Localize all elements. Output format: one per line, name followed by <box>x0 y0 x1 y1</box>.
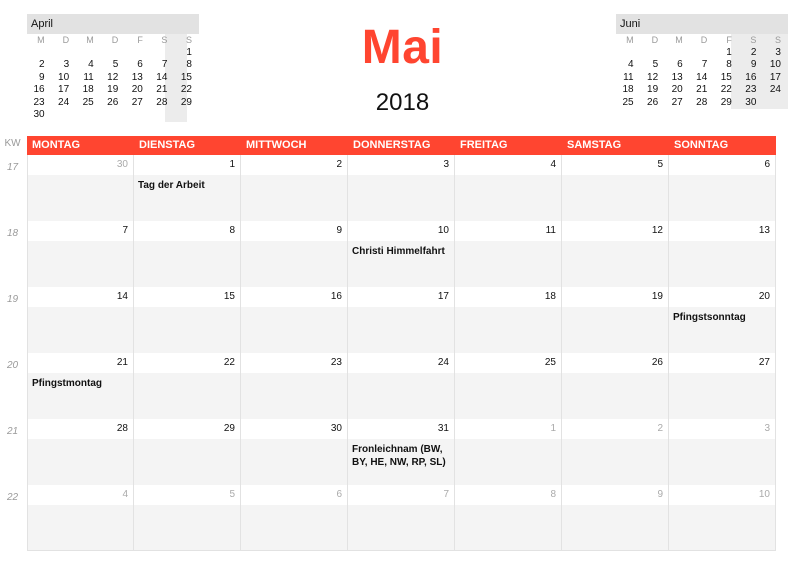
mini-day: 15 <box>180 71 192 83</box>
week-row <box>0 287 800 353</box>
mini-day <box>101 47 126 60</box>
mini-day: 5 <box>652 59 659 70</box>
day-cell-header <box>562 419 668 439</box>
mini-day: 9 <box>39 71 45 83</box>
mini-day: 28 <box>696 96 708 108</box>
day-cell[interactable] <box>134 155 241 221</box>
mini-day: 3 <box>775 46 781 58</box>
day-cell-header <box>455 155 561 175</box>
mini-day: 29 <box>720 96 732 108</box>
year-title: 2018 <box>375 89 430 116</box>
day-cell[interactable] <box>134 419 241 485</box>
mini-day: 4 <box>88 59 94 70</box>
week-number: 18 <box>6 228 19 239</box>
week-number: 22 <box>6 492 19 503</box>
mini-day: 24 <box>58 96 70 108</box>
week-cells <box>27 221 776 287</box>
day-number: 2 <box>657 423 663 434</box>
day-number: 30 <box>116 159 128 170</box>
mini-day: 20 <box>671 84 683 95</box>
day-cell-header <box>455 485 561 505</box>
mini-day: 29 <box>180 96 192 108</box>
mini-day: 28 <box>156 96 168 108</box>
day-cell-body <box>669 439 775 485</box>
day-cell-header <box>562 485 668 505</box>
mini-day: 10 <box>769 59 781 70</box>
day-number: 6 <box>336 489 342 500</box>
day-number: 1 <box>550 423 556 434</box>
mini-day: 22 <box>180 84 192 95</box>
day-number: 6 <box>764 159 770 170</box>
day-cell-body <box>455 439 561 485</box>
mini-day: 17 <box>769 71 781 83</box>
mini-day: 12 <box>647 71 659 83</box>
day-number: 17 <box>437 291 449 302</box>
mini-day <box>76 109 101 122</box>
weekday-header-3: DONNERSTAG <box>353 139 431 151</box>
week-row <box>0 419 800 485</box>
day-cell-header <box>134 485 240 505</box>
mini-weekday-label: D <box>62 35 70 45</box>
day-cell-body <box>562 175 668 221</box>
day-number: 8 <box>550 489 556 500</box>
mini-day: 30 <box>33 109 45 120</box>
mini-day: 14 <box>696 71 708 83</box>
mini-day: 22 <box>720 84 732 95</box>
week-cells <box>27 485 776 551</box>
day-cell-body <box>28 175 133 221</box>
day-cell-header <box>348 485 454 505</box>
mini-weekday-label: S <box>750 35 757 45</box>
day-cell[interactable] <box>669 485 776 551</box>
mini-day: 1 <box>726 46 732 58</box>
day-cell-header <box>241 221 347 241</box>
day-cell[interactable] <box>134 221 241 287</box>
day-number: 15 <box>223 291 235 302</box>
mini-weekday-label: D <box>651 35 659 45</box>
day-number: 16 <box>330 291 342 302</box>
day-number: 25 <box>544 357 556 368</box>
mini-day: 21 <box>156 84 168 95</box>
mini-day: 3 <box>63 59 70 70</box>
day-cell-body <box>134 307 240 353</box>
mini-day: 13 <box>131 71 143 83</box>
mini-day: 11 <box>83 71 94 83</box>
holiday-event[interactable]: Pfingstsonntag <box>673 312 746 323</box>
day-cell-body <box>241 241 347 287</box>
day-number: 7 <box>122 225 128 236</box>
day-cell-header <box>669 419 775 439</box>
day-cell[interactable] <box>134 485 241 551</box>
day-cell[interactable] <box>27 221 134 287</box>
day-cell[interactable] <box>669 221 776 287</box>
mini-weekday-label: M <box>626 35 634 45</box>
mini-calendar-next <box>616 14 788 109</box>
mini-day <box>616 47 641 60</box>
mini-day <box>101 109 126 122</box>
mini-day: 19 <box>647 84 659 95</box>
day-cell[interactable] <box>27 155 134 221</box>
day-number: 24 <box>437 357 449 368</box>
day-cell-body <box>134 505 240 551</box>
day-cell-body <box>28 307 133 353</box>
day-cell-body <box>455 241 561 287</box>
week-cells <box>27 353 776 419</box>
day-number: 29 <box>223 423 235 434</box>
weekday-header-6: SONNTAG <box>674 139 729 151</box>
day-cell[interactable] <box>455 221 562 287</box>
day-cell[interactable] <box>669 419 776 485</box>
day-cell-body <box>669 505 775 551</box>
mini-day: 25 <box>82 96 94 108</box>
holiday-event[interactable]: Christi Himmelfahrt <box>352 246 445 257</box>
mini-day: 24 <box>769 84 781 95</box>
mini-day: 6 <box>677 59 683 70</box>
grid-bottom-border <box>27 550 776 551</box>
mini-calendar-next-grid <box>616 34 788 109</box>
day-cell-body <box>241 373 347 419</box>
day-cell[interactable] <box>241 155 348 221</box>
mini-day: 20 <box>131 84 143 95</box>
mini-day: 8 <box>186 59 192 70</box>
day-cell[interactable] <box>669 287 776 353</box>
mini-weekday-label: S <box>185 35 192 45</box>
week-row <box>0 353 800 419</box>
week-number: 19 <box>6 294 19 305</box>
mini-day: 30 <box>745 96 757 108</box>
day-cell[interactable] <box>455 419 562 485</box>
mini-day <box>763 97 788 110</box>
day-number: 12 <box>651 225 663 236</box>
day-number: 19 <box>651 291 663 302</box>
day-cell[interactable] <box>669 155 776 221</box>
week-number: 17 <box>6 162 19 173</box>
day-cell[interactable] <box>241 419 348 485</box>
day-cell-body <box>455 175 561 221</box>
day-cell-body <box>241 307 347 353</box>
mini-day: 5 <box>112 59 119 70</box>
day-cell[interactable] <box>241 287 348 353</box>
mini-day <box>125 47 150 60</box>
mini-day: 17 <box>58 84 70 95</box>
day-cell-body <box>348 373 454 419</box>
day-cell-body <box>28 439 133 485</box>
day-cell-body <box>455 505 561 551</box>
day-cell[interactable] <box>241 221 348 287</box>
week-row <box>0 485 800 551</box>
day-cell[interactable] <box>348 419 455 485</box>
day-cell-header <box>134 221 240 241</box>
day-cell[interactable] <box>348 221 455 287</box>
mini-day: 2 <box>750 46 757 58</box>
mini-day: 27 <box>671 96 683 108</box>
day-cell-body <box>348 307 454 353</box>
day-cell[interactable] <box>27 353 134 419</box>
day-cell-header <box>134 155 240 175</box>
mini-day: 1 <box>186 46 192 58</box>
day-cell-header <box>241 485 347 505</box>
day-cell-body <box>562 439 668 485</box>
weekday-header-2: MITTWOCH <box>246 139 307 151</box>
day-cell-body <box>241 175 347 221</box>
mini-day: 27 <box>131 96 143 108</box>
day-cell[interactable] <box>455 485 562 551</box>
day-number: 22 <box>223 357 235 368</box>
day-cell-header <box>28 485 133 505</box>
week-cells <box>27 155 776 221</box>
day-cell[interactable] <box>27 287 134 353</box>
weekday-header <box>27 136 776 155</box>
day-cell[interactable] <box>348 485 455 551</box>
day-cell-body <box>134 439 240 485</box>
mini-day <box>150 47 175 60</box>
day-cell[interactable] <box>134 353 241 419</box>
day-cell-body <box>28 241 133 287</box>
mini-day: 18 <box>622 84 634 95</box>
mini-calendar-prev <box>27 14 199 122</box>
day-cell-body <box>455 373 561 419</box>
mini-calendar-prev-title: April <box>27 14 199 34</box>
day-cell[interactable] <box>27 419 134 485</box>
day-cell[interactable] <box>562 287 669 353</box>
mini-day <box>641 47 666 60</box>
day-number: 1 <box>229 159 235 170</box>
mini-day: 16 <box>745 71 757 83</box>
mini-calendar-next-title: Juni <box>616 14 788 34</box>
mini-weekday-label: S <box>161 35 168 45</box>
mini-day <box>665 47 690 60</box>
mini-day: 7 <box>701 59 708 70</box>
day-cell[interactable] <box>348 155 455 221</box>
day-number: 10 <box>758 489 770 500</box>
day-number: 10 <box>437 225 449 236</box>
day-cell-body <box>562 505 668 551</box>
mini-day: 9 <box>750 59 757 70</box>
day-number: 13 <box>758 225 770 236</box>
day-cell[interactable] <box>241 353 348 419</box>
mini-weekday-label: D <box>700 35 708 45</box>
mini-weekday-label: M <box>37 35 45 45</box>
day-cell-header <box>28 221 133 241</box>
holiday-event[interactable]: Fronleichnam (BW, BY, HE, NW, RP, SL) <box>352 444 446 468</box>
mini-day: 12 <box>107 71 119 83</box>
mini-day: 25 <box>622 96 634 108</box>
day-cell-body <box>562 373 668 419</box>
weekday-header-5: SAMSTAG <box>567 139 622 151</box>
mini-day: 4 <box>628 59 634 70</box>
day-cell[interactable] <box>134 287 241 353</box>
day-number: 20 <box>758 291 770 302</box>
day-cell-body <box>669 241 775 287</box>
day-number: 4 <box>550 159 556 170</box>
day-cell[interactable] <box>562 155 669 221</box>
day-number: 14 <box>116 291 128 302</box>
mini-day <box>52 109 77 122</box>
day-number: 5 <box>657 159 663 170</box>
mini-day: 26 <box>647 96 659 108</box>
day-number: 9 <box>336 225 342 236</box>
day-cell-header <box>241 155 347 175</box>
holiday-event[interactable]: Tag der Arbeit <box>138 180 205 191</box>
day-cell[interactable] <box>562 353 669 419</box>
day-number: 8 <box>229 225 235 236</box>
day-number: 9 <box>657 489 663 500</box>
weekday-header-4: FREITAG <box>460 139 508 151</box>
holiday-event[interactable]: Pfingstmontag <box>32 378 102 389</box>
day-number: 3 <box>443 159 449 170</box>
mini-day: 26 <box>107 96 119 108</box>
day-number: 3 <box>764 423 770 434</box>
mini-weekday-label: D <box>111 35 119 45</box>
mini-day: 16 <box>33 84 45 95</box>
day-cell-header <box>348 155 454 175</box>
mini-weekday-label: M <box>86 35 94 45</box>
mini-day: 13 <box>671 71 683 83</box>
day-number: 7 <box>443 489 449 500</box>
mini-day <box>125 109 150 122</box>
day-cell-body <box>455 307 561 353</box>
day-cell-body <box>241 505 347 551</box>
day-cell[interactable] <box>241 485 348 551</box>
day-cell-body <box>134 241 240 287</box>
week-cells <box>27 419 776 485</box>
day-number: 28 <box>116 423 128 434</box>
day-cell[interactable] <box>455 287 562 353</box>
day-cell[interactable] <box>455 155 562 221</box>
day-number: 23 <box>330 357 342 368</box>
day-number: 27 <box>758 357 770 368</box>
week-row <box>0 221 800 287</box>
day-cell-body <box>348 505 454 551</box>
day-cell[interactable] <box>348 287 455 353</box>
week-cells <box>27 287 776 353</box>
day-cell[interactable] <box>562 419 669 485</box>
day-number: 5 <box>229 489 235 500</box>
day-number: 26 <box>651 357 663 368</box>
mini-weekday-label: S <box>774 35 781 45</box>
day-cell-body <box>28 505 133 551</box>
day-cell[interactable] <box>455 353 562 419</box>
week-number-label: KW <box>4 138 21 149</box>
mini-day <box>27 47 52 60</box>
day-cell[interactable] <box>669 353 776 419</box>
day-cell[interactable] <box>27 485 134 551</box>
day-cell-body <box>134 373 240 419</box>
mini-day: 14 <box>156 71 168 83</box>
mini-day: 7 <box>161 59 168 70</box>
day-cell-body <box>348 175 454 221</box>
day-cell[interactable] <box>562 221 669 287</box>
mini-day <box>76 47 101 60</box>
mini-day <box>690 47 715 60</box>
mini-day: 23 <box>745 84 757 95</box>
mini-day: 15 <box>720 71 732 83</box>
month-title: Mai <box>361 21 444 74</box>
mini-weekday-label: M <box>675 35 683 45</box>
mini-day <box>174 109 199 122</box>
day-number: 18 <box>544 291 556 302</box>
week-number: 21 <box>6 426 19 437</box>
day-cell-body <box>669 175 775 221</box>
day-cell[interactable] <box>348 353 455 419</box>
day-cell[interactable] <box>562 485 669 551</box>
mini-day: 6 <box>137 59 143 70</box>
mini-day: 11 <box>623 71 634 83</box>
day-number: 11 <box>545 225 556 236</box>
day-number: 4 <box>122 489 128 500</box>
mini-weekday-label: F <box>726 35 732 45</box>
mini-calendar-prev-grid <box>27 34 199 122</box>
mini-day: 10 <box>58 71 70 83</box>
week-number: 20 <box>6 360 19 371</box>
mini-day <box>52 47 77 60</box>
day-number: 31 <box>437 423 449 434</box>
day-cell-header <box>669 155 775 175</box>
mini-weekday-label: F <box>137 35 143 45</box>
day-number: 30 <box>330 423 342 434</box>
mini-day: 19 <box>107 84 119 95</box>
day-cell-body <box>562 307 668 353</box>
mini-day: 21 <box>696 84 708 95</box>
day-cell-body <box>241 439 347 485</box>
day-number: 21 <box>116 357 128 368</box>
day-cell-header <box>455 419 561 439</box>
weekday-header-1: DIENSTAG <box>139 139 196 151</box>
day-cell-body <box>562 241 668 287</box>
day-number: 2 <box>336 159 342 170</box>
mini-day <box>150 109 175 122</box>
weekday-header-0: MONTAG <box>32 139 81 151</box>
mini-day: 2 <box>39 59 45 70</box>
mini-day: 23 <box>33 96 45 108</box>
day-cell-header <box>562 155 668 175</box>
week-row <box>0 155 800 221</box>
mini-day: 18 <box>82 84 94 95</box>
mini-day: 8 <box>726 59 732 70</box>
day-cell-body <box>669 373 775 419</box>
